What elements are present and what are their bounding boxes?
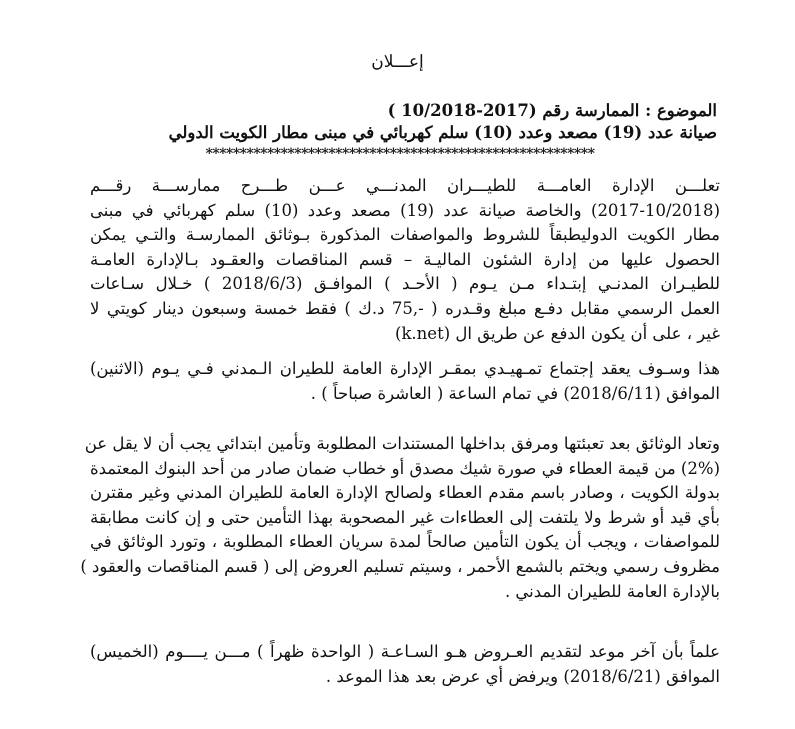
- star-separator: *********************************************************: [205, 146, 595, 162]
- text-line: العمل الرسمي مقابل دفـع مبلغ وقـدره ( -,75 د.ك ) فقط خمسة وسبعون دينار كويتي لا: [90, 298, 720, 318]
- text-line: هذا وسـوف يعقد إجتماع تمـهيـدي بمقـر الإدارة العامة للطيران الـمدني فـي يـوم (الاثنين): [90, 359, 720, 378]
- paragraph-meeting: [90, 357, 720, 406]
- text-line: مطار الكويت الدوليطبقاً للشروط والمواصفات المذكورة بـوثائق الممارسـة والتـي يمكن: [90, 225, 720, 245]
- subject-line: الموضوع : الممارسة رقم (2017-10/2018 ): [387, 101, 717, 120]
- text-line: للطيـران المدنـي إبتـداء مـن يـوم ( الأحـد ) الموافـق (2018/6/3 ) خـلال سـاعات: [90, 274, 720, 294]
- text-line: للمواصفات ، ويجب أن يكون التأمين صالحاً لمدة سريان العطاء المطلوبة ، وتورد الوثائق في: [90, 532, 720, 552]
- paragraph-deadline: [90, 640, 720, 689]
- text-line: (2017-10/2018) والخاصة صيانة عدد (19) مصعد وعدد (10) سلم كهربائي في مبنى: [90, 200, 720, 220]
- text-line: بالإدارة العامة للطيران المدني .: [504, 581, 720, 601]
- subject-block: [77, 100, 717, 144]
- page-title: إعـــلان: [371, 52, 424, 72]
- text-line: الحصول عليها من إدارة الشئون الماليـة – قسم المناقصات والعقـود بـالإدارة العامـة: [90, 249, 720, 269]
- text-line: بأي قيد أو شرط ولا يلتفت إلى العطاءات غير المصحوبة بهذا التأمين حتى و إن كانت مطابقة: [90, 507, 720, 527]
- text-line: تعلـــن الإدارة العامـــة للطيـــران المدنـــي عـــن طـــرح ممارســـة رقـــم: [90, 176, 720, 195]
- text-line: علماً بأن آخر موعد لتقديم العـروض هـو السـاعـة ( الواحدة ظهراً ) مـــن يــــوم (الخميس): [90, 642, 720, 661]
- text-line: غير ، على أن يكون الدفع عن طريق ال (k.net): [395, 323, 720, 343]
- text-line: وتعاد الوثائق بعد تعبئتها ومرفق بداخلها المستندات المطلوبة وتأمين ابتدائي يجب أن لا يقل عن: [84, 434, 720, 453]
- subject-description: صيانة عدد (19) مصعد وعدد (10) سلم كهربائي في مبنى مطار الكويت الدولي: [168, 123, 717, 142]
- text-line: الموافق (2018/6/11) في تمام الساعة ( العاشرة صباحاً ) .: [310, 383, 720, 403]
- text-line: بدولة الكويت ، وصادر باسم مقدم العطاء ولصالح الإدارة العامة للطيران المدني وغير مقترن: [90, 483, 720, 503]
- paragraph-submission: [80, 432, 720, 604]
- text-line: الموافق (2018/6/21) ويرفض أي عرض بعد هذا الموعد .: [325, 666, 720, 686]
- text-line: مظروف رسمي ويختم بالشمع الأحمر ، وسيتم تسليم العروض إلى ( قسم المناقصات والعقود ): [80, 556, 720, 576]
- paragraph-tender-details: [90, 174, 720, 346]
- text-line: (2%) من قيمة العطاء في صورة شيك مصدق أو خطاب ضمان صادر من أحد البنوك المعتمدة: [90, 458, 720, 478]
